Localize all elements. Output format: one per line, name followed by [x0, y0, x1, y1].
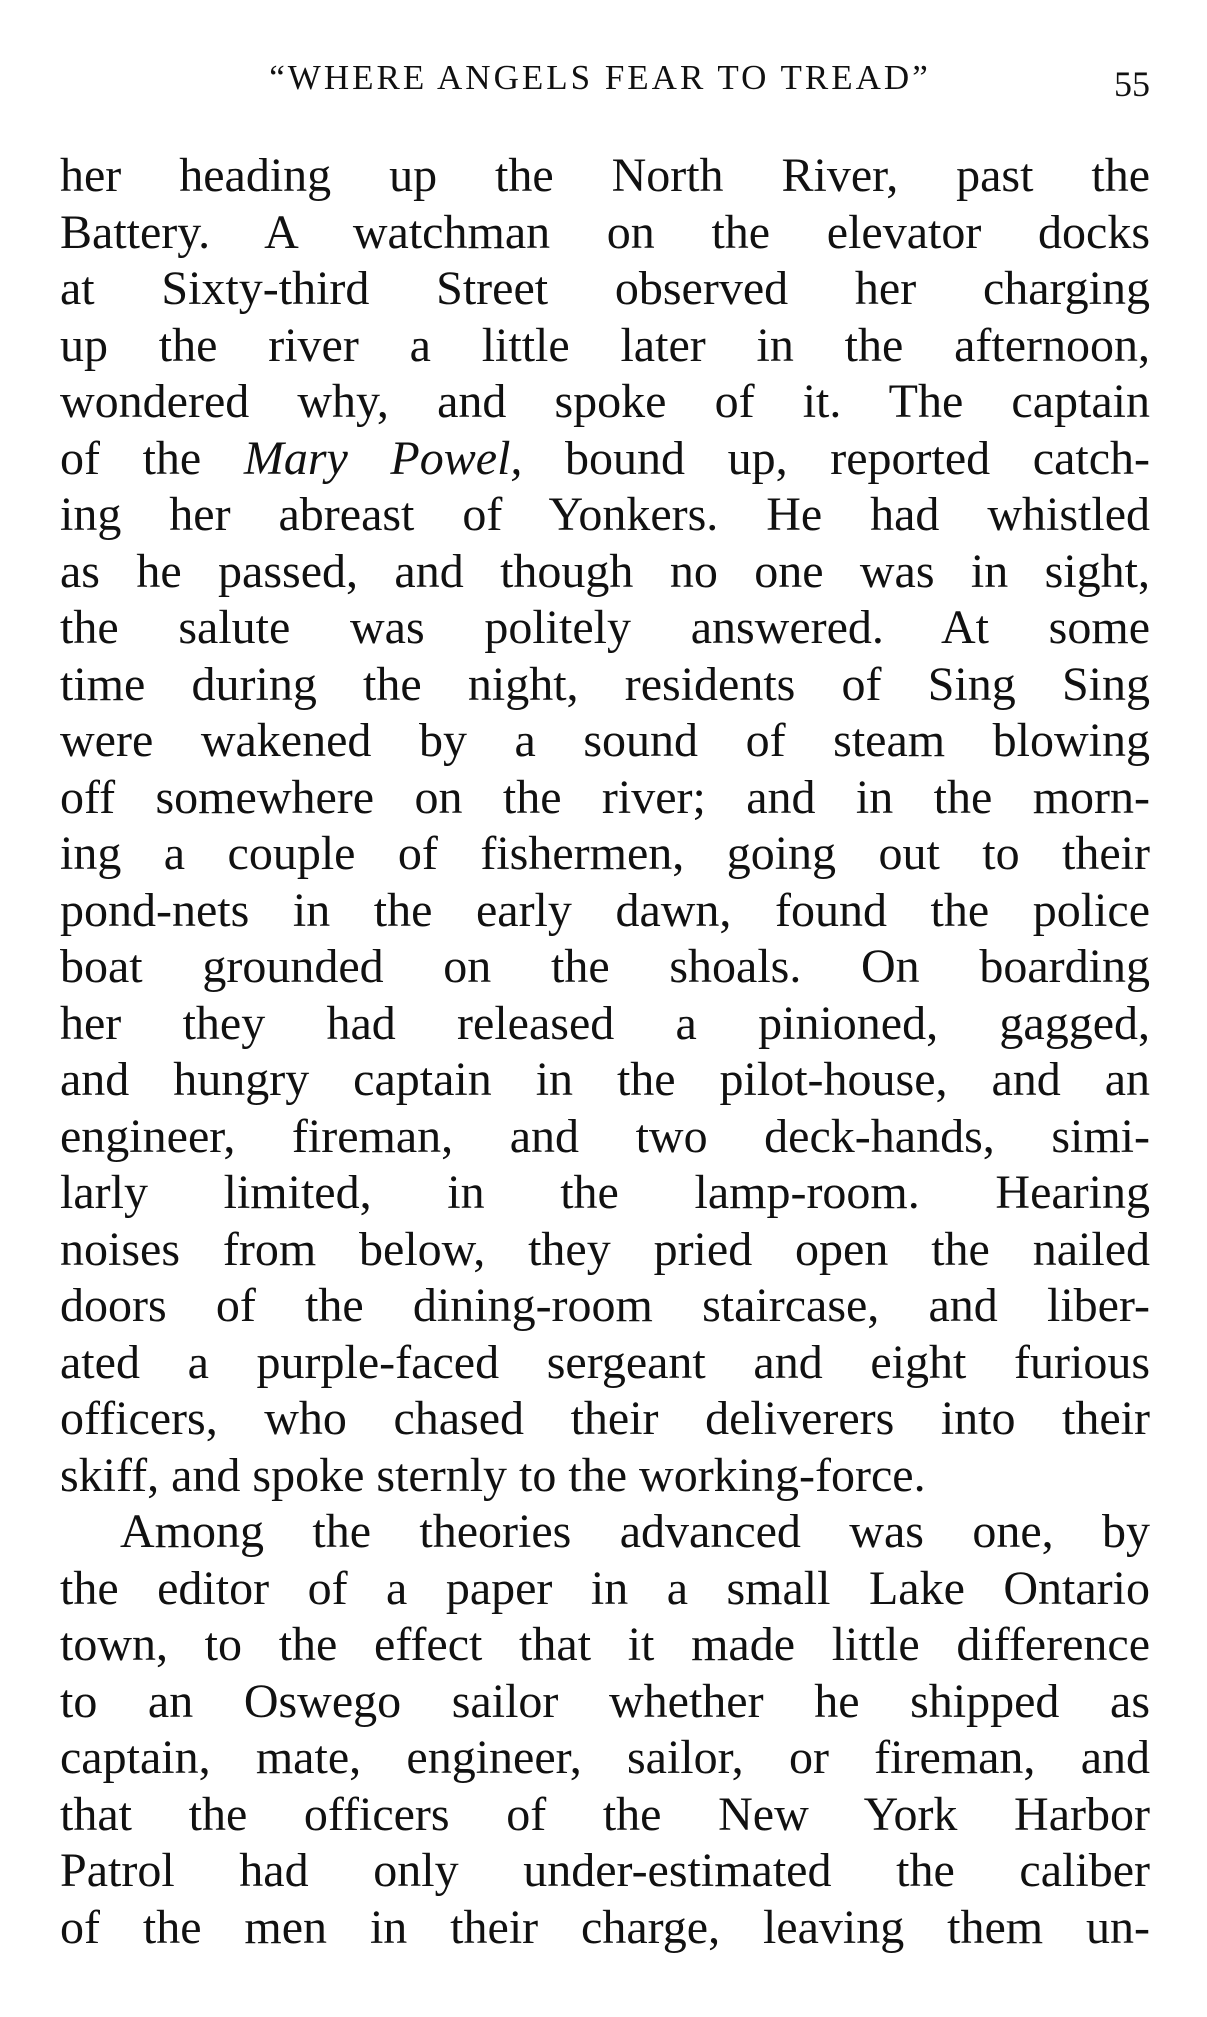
text-line: time during the night, residents of Sing Sing: [60, 657, 1150, 711]
text-line: wondered why, and spoke of it. The captain: [60, 375, 1150, 428]
text-line: engineer, fireman, and two deck-hands, simi-: [60, 1109, 1150, 1163]
paragraph-start-line: Among the theories advanced was one, by: [120, 1505, 1150, 1558]
text-line: at Sixty-third Street observed her charging: [60, 262, 1150, 315]
paragraph-end-line: skiff, and spoke sternly to the working-force.: [60, 1448, 926, 1502]
text-line: doors of the dining-room staircase, and liber-: [60, 1279, 1150, 1332]
text-line: off somewhere on the river; and in the morn-: [60, 770, 1150, 824]
ship-name-italic: Mary Powel,: [243, 431, 523, 485]
page-number: 55: [1114, 64, 1150, 104]
text-line: the editor of a paper in a small Lake Ontario: [60, 1561, 1150, 1615]
text-line: as he passed, and though no one was in sight,: [60, 544, 1150, 598]
text-line: and hungry captain in the pilot-house, and an: [60, 1053, 1150, 1106]
text-line: to an Oswego sailor whether he shipped as: [60, 1674, 1150, 1728]
text-line: officers, who chased their deliverers into their: [60, 1392, 1150, 1445]
text-line: boat grounded on the shoals. On boarding: [60, 940, 1150, 993]
body-text: [60, 148, 1150, 1956]
text-line: of the men in their charge, leaving them un-: [60, 1900, 1150, 1954]
text-line: noises from below, they pried open the nailed: [60, 1222, 1150, 1276]
text-segment: of the: [60, 431, 244, 485]
text-line: pond-nets in the early dawn, found the police: [60, 883, 1150, 937]
text-line: ated a purple-faced sergeant and eight furious: [60, 1335, 1150, 1389]
text-line: her heading up the North River, past the: [60, 149, 1150, 202]
text-line: ing her abreast of Yonkers. He had whistled: [60, 488, 1150, 541]
text-line: ing a couple of fishermen, going out to their: [60, 827, 1150, 880]
text-line: town, to the effect that it made little difference: [60, 1618, 1150, 1671]
text-segment: bound up, reported catch-: [522, 431, 1150, 485]
text-line: larly limited, in the lamp-room. Hearing: [60, 1166, 1150, 1219]
text-line: Battery. A watchman on the elevator docks: [60, 205, 1150, 259]
text-line: up the river a little later in the afternoon,: [60, 318, 1150, 372]
text-line: were wakened by a sound of steam blowing: [60, 714, 1150, 767]
text-line: captain, mate, engineer, sailor, or fireman, and: [60, 1731, 1150, 1784]
text-line: the salute was politely answered. At some: [60, 601, 1150, 654]
text-line: that the officers of the New York Harbor: [60, 1787, 1150, 1841]
text-line: her they had released a pinioned, gagged,: [60, 996, 1150, 1050]
running-title: “WHERE ANGELS FEAR TO TREAD”: [269, 58, 931, 97]
text-line-with-ship-name: [60, 431, 1150, 488]
running-head: [60, 48, 1150, 108]
text-line: Patrol had only under-estimated the caliber: [60, 1844, 1150, 1897]
